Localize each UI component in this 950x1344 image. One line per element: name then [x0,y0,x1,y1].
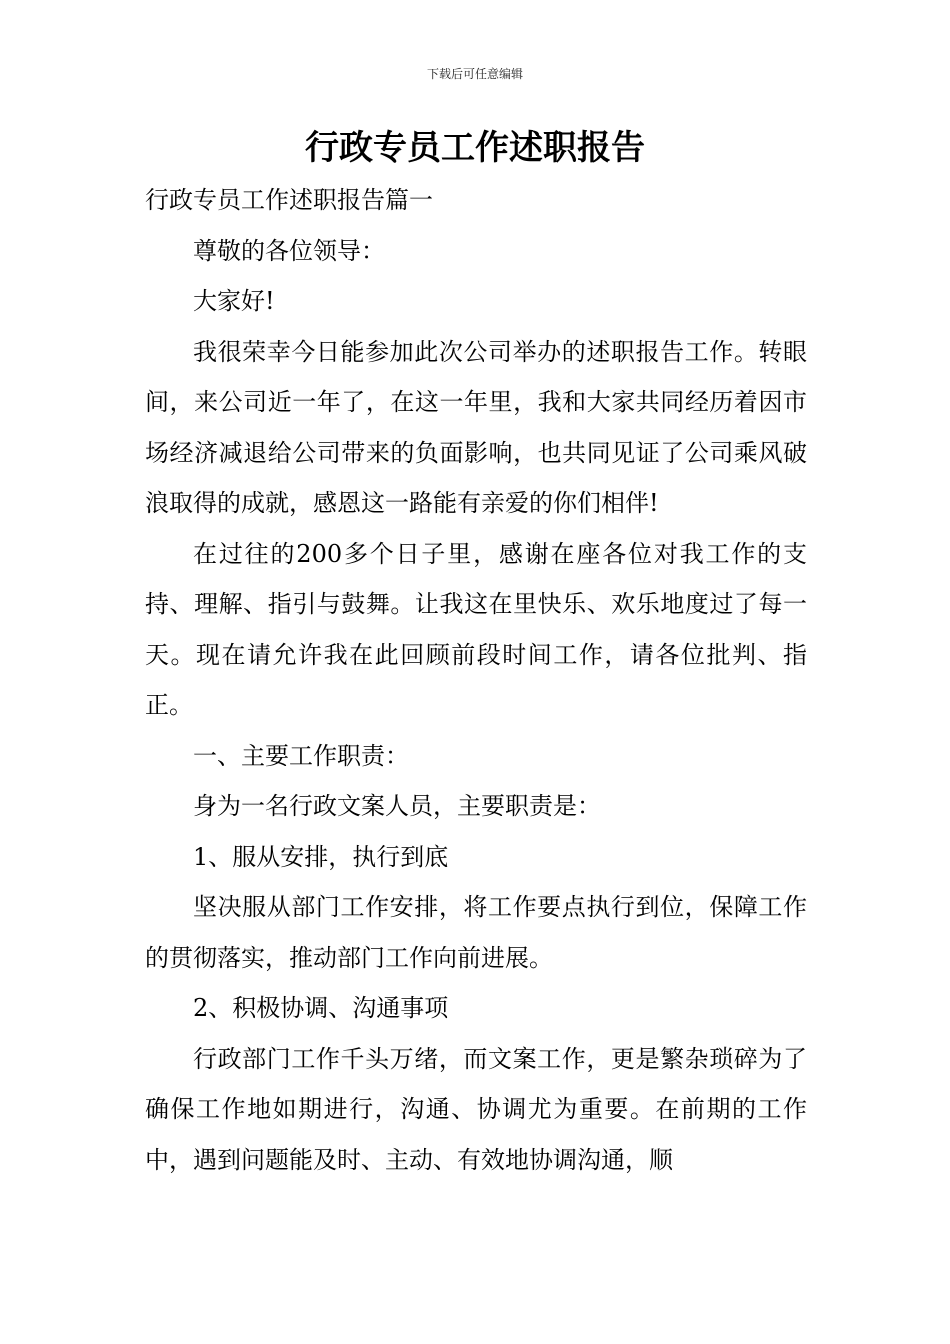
paragraph: 坚决服从部门工作安排，将工作要点执行到位，保障工作的贯彻落实，推动部门工作向前进展。 [145,893,807,972]
salutation: 尊敬的各位领导： [193,236,385,265]
document-body [145,175,807,1185]
paragraph: 在过往的200多个日子里，感谢在座各位对我工作的支持、理解、指引与鼓舞。让我这在里快乐、欢乐地度过了每一天。现在请允许我在此回顾前段时间工作，请各位批判、指正。 [145,539,807,719]
subheading: 一、主要工作职责： [193,741,409,770]
paragraph: 我很荣幸今日能参加此次公司举办的述职报告工作。转眼间，来公司近一年了，在这一年里，我和大家共同经历着因市场经济减退给公司带来的负面影响，也共同见证了公司乘风破浪取得的成就，感恩这一路能有亲爱的你们相伴! [145,337,807,517]
page-header-note: 下载后可任意编辑 [426,67,523,81]
paragraph: 身为一名行政文案人员，主要职责是： [193,792,601,820]
section-heading: 行政专员工作述职报告篇一 [145,186,433,214]
list-item-heading: 2、积极协调、沟通事项 [193,994,449,1022]
paragraph: 行政部门工作千头万绪，而文案工作，更是繁杂琐碎为了确保工作地如期进行，沟通、协调尤为重要。在前期的工作中，遇到问题能及时、主动、有效地协调沟通，顺 [145,1044,807,1174]
greeting: 大家好! [193,287,275,315]
list-item-heading: 1、服从安排，执行到底 [193,842,449,871]
document-title: 行政专员工作述职报告 [305,128,645,168]
